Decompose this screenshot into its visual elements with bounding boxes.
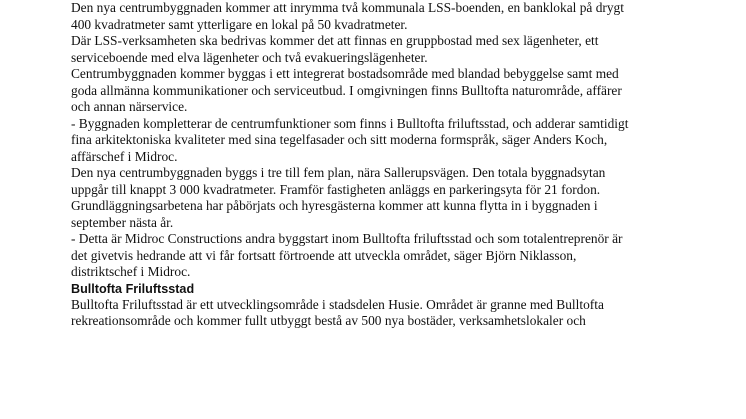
text-line: Centrumbyggnaden kommer byggas i ett integrerat bostadsområde med blandad bebyggelse samt med [71,66,619,81]
text-line: goda allmänna kommunikationer och serviceutbud. I omgivningen finns Bulltofta naturområde, affärer [71,82,622,98]
paragraph-1 [71,0,671,33]
text-line: - Byggnaden kompletterar de centrumfunktioner som finns i Bulltofta friluftsstad, och adderar samtidigt [71,115,629,131]
text-line: 400 kvadratmeter samt ytterligare en lokal på 50 kvadratmeter. [71,16,408,32]
paragraph-5 [71,165,671,231]
paragraph-2 [71,33,671,66]
text-line: - Detta är Midroc Constructions andra byggstart inom Bulltofta friluftsstad och som totalentreprenör är [71,231,623,246]
text-line: och annan närservice. [71,99,188,114]
text-line: september nästa år. [71,214,174,230]
section-heading: Bulltofta Friluftsstad [71,281,195,296]
text-line: det givetvis hedrande att vi får fortsatt förtroende att utveckla området, säger Björn Niklasson, [71,247,577,263]
text-line: Den nya centrumbyggnaden byggs i tre till fem plan, nära Sallerupsvägen. Den totala byggnadsytan [71,165,606,180]
text-line: serviceboende med elva lägenheter och två evakueringslägenheter. [71,49,428,65]
document-page [71,0,671,330]
text-line: Där LSS-verksamheten ska bedrivas kommer det att finnas en gruppbostad med sex lägenheter, ett [71,33,599,48]
text-line: affärschef i Midroc. [71,148,178,164]
text-line: rekreationsområde och kommer fullt utbyggt bestå av 500 nya bostäder, verksamhetslokaler och [71,313,586,328]
text-line: Grundläggningsarbetena har påbörjats och hyresgästerna kommer att kunna flytta in i byggnaden i [71,198,598,213]
text-line: Bulltofta Friluftsstad är ett utvecklingsområde i stadsdelen Husie. Området är granne med Bulltofta [71,296,604,312]
document-body [71,0,671,330]
text-line: uppgår till knappt 3 000 kvadratmeter. Framför fastigheten anläggs en parkeringsyta för 21 fordon. [71,181,601,197]
text-line: fina arkitektoniska kvaliteter med sina tegelfasader och sitt moderna formspråk, säger Anders Koch, [71,132,608,147]
text-line: distriktschef i Midroc. [71,264,191,279]
paragraph-4-quote [71,116,671,166]
text-line: Den nya centrumbyggnaden kommer att inrymma två kommunala LSS-boenden, en banklokal på drygt [71,0,624,15]
paragraph-6-quote [71,231,671,281]
section-paragraph [71,297,671,330]
paragraph-3 [71,66,671,116]
